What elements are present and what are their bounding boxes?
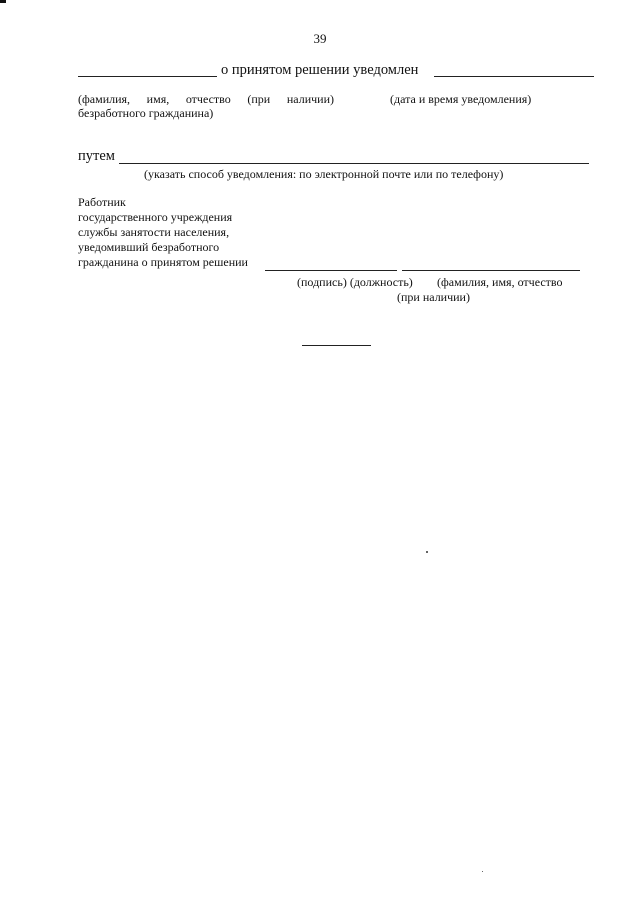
worker-name-caption: (фамилия, имя, отчество <box>437 275 563 289</box>
method-caption: (указать способ уведомления: по электронной почте или по телефону) <box>144 167 504 181</box>
scan-corner-mark <box>0 0 6 3</box>
worker-line: гражданина о принятом решении <box>78 255 248 269</box>
worker-line: службы занятости населения, <box>78 225 230 239</box>
datetime-blank-line <box>434 76 594 77</box>
via-label: путем <box>78 148 115 164</box>
worker-line: Работник <box>78 195 126 209</box>
fio-caption-continued: безработного гражданина) <box>78 106 214 120</box>
fio-caption: (фамилия, имя, отчество (при наличии) <box>78 92 334 106</box>
worker-label-block <box>78 195 248 270</box>
end-separator <box>302 345 371 346</box>
signature-position-blank-line <box>265 270 397 271</box>
method-blank-line <box>119 163 589 164</box>
worker-name-blank-line <box>402 270 580 271</box>
datetime-caption: (дата и время уведомления) <box>390 92 532 106</box>
scan-speck <box>426 551 428 553</box>
worker-line: государственного учреждения <box>78 210 233 224</box>
page-number: 39 <box>313 31 327 46</box>
scan-speck <box>482 871 483 872</box>
worker-name-caption-continued: (при наличии) <box>397 290 470 304</box>
fio-blank-line <box>78 76 217 77</box>
worker-line: уведомивший безработного <box>78 240 220 254</box>
notified-text: о принятом решении уведомлен <box>221 62 419 78</box>
signature-position-caption: (подпись) (должность) <box>297 275 413 289</box>
